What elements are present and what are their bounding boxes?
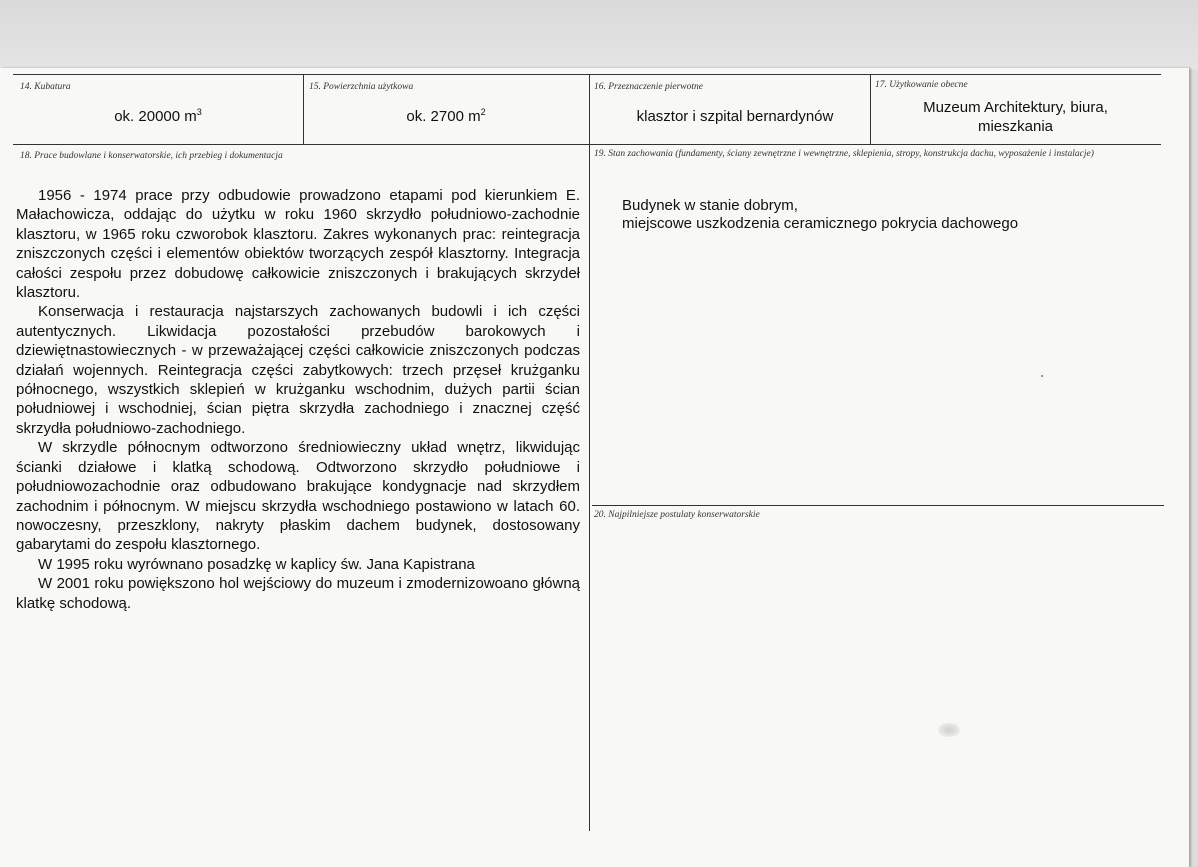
prace-text (16, 186, 580, 613)
scan-smudge (938, 723, 960, 737)
prace-paragraph: W 1995 roku wyrównano posadzkę w kaplicy św. Jana Kapistrana (38, 555, 475, 573)
przeznaczenie-caption: 16. Przeznaczenie pierwotne (594, 82, 703, 92)
postulaty-caption: 20. Najpilniejsze postulaty konserwatorskie (594, 510, 760, 520)
powierzchnia-number: ok. 2700 m (406, 108, 481, 125)
rule-col2 (589, 74, 590, 831)
prace-caption: 18. Prace budowlane i konserwatorskie, ich przebieg i dokumentacja (20, 151, 283, 161)
uzytkowanie-caption: 17. Użytkowanie obecne (875, 80, 968, 90)
kubatura-caption: 14. Kubatura (20, 82, 71, 92)
powierzchnia-value (303, 107, 589, 126)
stan-line-1: Budynek w stanie dobrym, (622, 197, 798, 214)
stan-text (622, 197, 1018, 233)
stan-line-2: miejscowe uszkodzenia ceramicznego pokrycia dachowego (622, 215, 1019, 232)
kubatura-value (13, 107, 303, 126)
powierzchnia-unit-exponent: 2 (480, 107, 486, 117)
uzytkowanie-line-2: mieszkania (977, 118, 1054, 135)
kubatura-number: ok. 20000 m (114, 108, 197, 125)
prace-paragraph: W 2001 roku powiększono hol wejściowy do muzeum i zmodernizowoano główną klatkę schodową. (16, 575, 580, 612)
rule-header-bottom (13, 144, 1161, 145)
przeznaczenie-value: klasztor i szpital bernardynów (636, 108, 834, 125)
prace-paragraph: Konserwacja i restauracja najstarszych zachowanych budowli i ich części autentycznych. Likwidacja pozostałości przebudów barokowych i dziewiętnastowiecznych - w przeważającej części całkowicie zniszczonych podczas działań wojennych. Reintegracja części zabytkowych: trzech przęseł krużganku północnego, wszystkich sklepień w krużganku wschodnim, dużych partii ścian południowej i wschodniej, ścian piętra skrzydła zachodniego i znacznej część skrzydła południowo-zachodniego. (16, 303, 580, 437)
kubatura-unit-exponent: 3 (196, 107, 202, 117)
scanner-background (0, 0, 1198, 70)
powierzchnia-caption: 15. Powierzchnia użytkowa (309, 82, 414, 92)
uzytkowanie-line-1: Muzeum Architektury, biura, (923, 99, 1108, 116)
scan-speck (1041, 375, 1043, 377)
uzytkowanie-value (870, 98, 1161, 136)
stan-caption: 19. Stan zachowania (fundamenty, ściany zewnętrzne i wewnętrzne, sklepienia, stropy, konstrukcja dachu, wyposażenie i instalacje) (594, 149, 1094, 159)
prace-paragraph: 1956 - 1974 prace przy odbudowie prowadzono etapami pod kierunkiem E. Małachowicza, oddając do użytku w roku 1960 skrzydło południowo-zachodnie klasztoru, w 1965 roku czworobok klasztoru. Zakres wykonanych prac: reintegracja zniszczonych części i elementów obiektów tworzących zespół klasztorny. Integracja całości zespołu przez dobudowę całkowicie zniszczonych i brakujących skrzydeł klasztoru. (16, 187, 580, 302)
prace-paragraph: W skrzydle północnym odtworzono średniowieczny układ wnętrz, likwidując ścianki działowe i klatką schodową. Odtworzono skrzydło południowe i południowozachodnie oraz odbudowano brakujące kondygnacje nad skrzydłem zachodnim i północnym. W miejscu skrzydła wschodniego postawiono w latach 60. nowoczesny, przeszklony, nakryty płaskim dachem budynek, dostosowany gabarytami do zespołu klasztornego. (16, 439, 580, 554)
rule-top (13, 74, 1161, 75)
rule-postulaty-top (592, 505, 1164, 506)
